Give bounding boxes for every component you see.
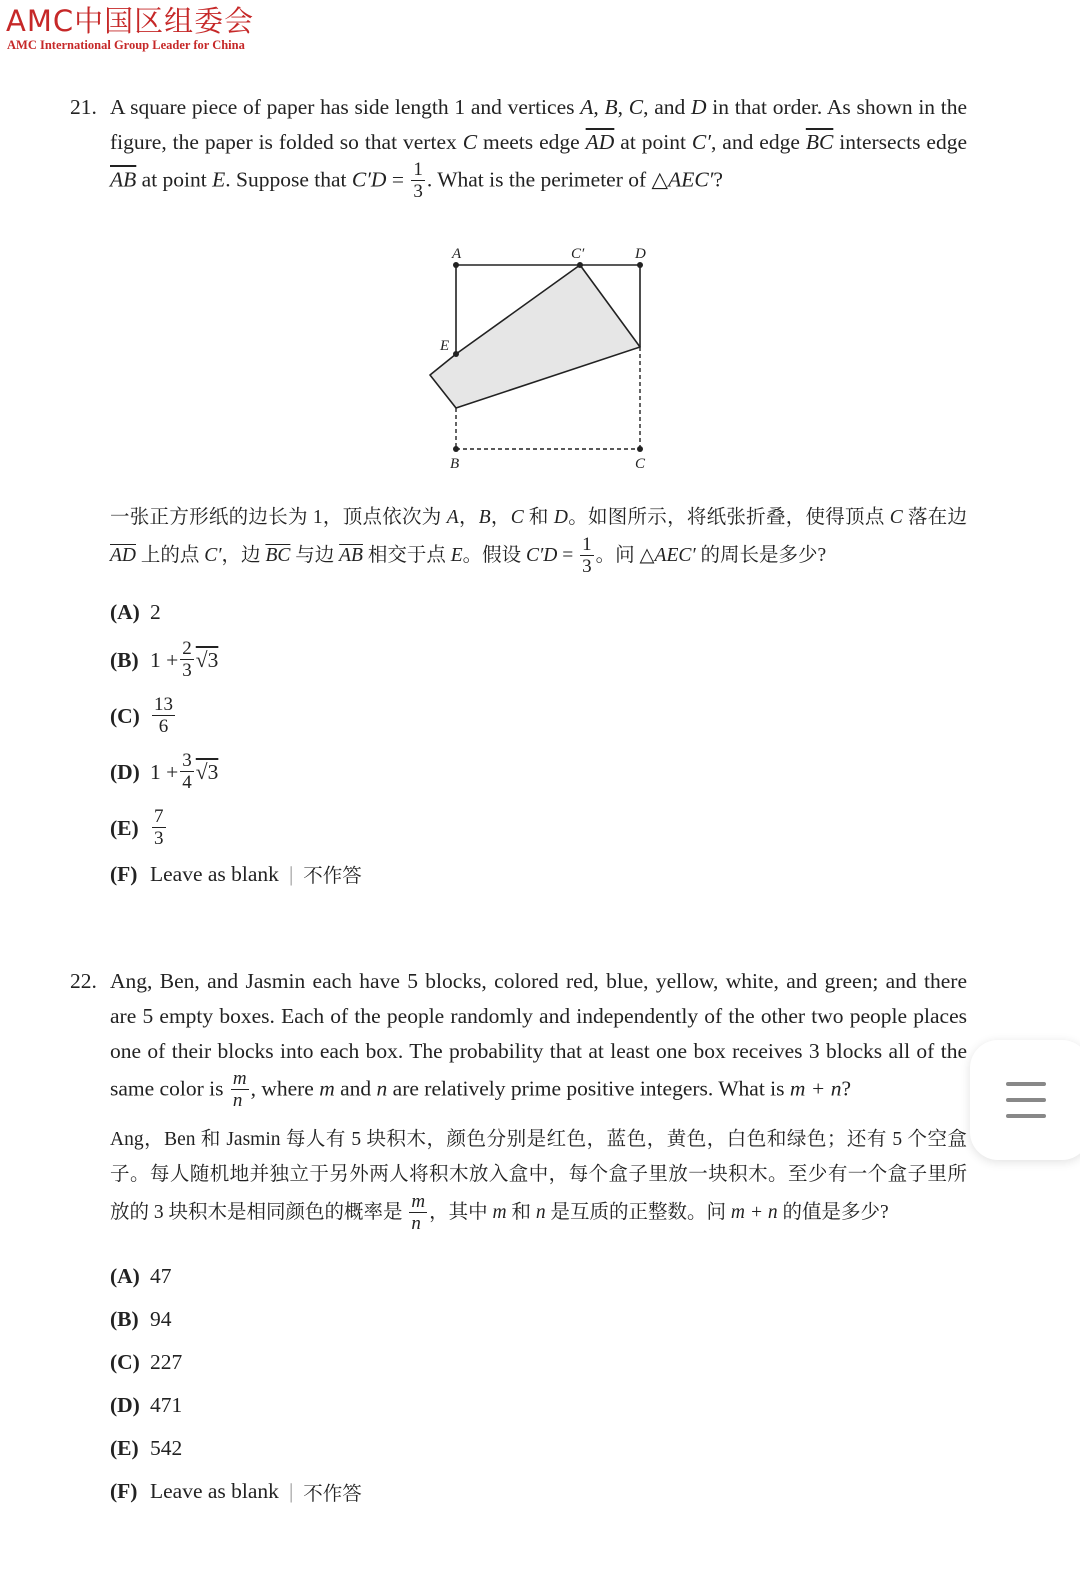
problem-21-cn: [70, 500, 967, 892]
choice-b[interactable]: (B) 1 + $\frac{2}{3}$ √3: [110, 637, 219, 681]
answer-choices: [110, 592, 967, 892]
label-b: B: [450, 456, 460, 472]
folded-flap: [430, 265, 640, 408]
logo-title: AMC中国区组委会: [6, 4, 255, 38]
choice-a[interactable]: (A) 2: [110, 599, 161, 624]
choice-e[interactable]: (E) 542: [110, 1436, 183, 1460]
point-c: [637, 446, 643, 452]
logo-subtitle: AMC International Group Leader for China: [7, 38, 245, 52]
point-b: [453, 446, 459, 452]
choice-f[interactable]: (F) Leave as blank | 不作答: [110, 861, 362, 887]
choice-d[interactable]: (D) 471: [110, 1393, 183, 1417]
answer-choices: [110, 1255, 967, 1513]
label-c: C: [635, 456, 646, 472]
problem-text-cn: Ang，Ben 和 Jasmin 每人有 5 块积木，颜色分别是红色，蓝色，黄色，白色和绿色；还有 5 个空盒子。每人随机地并独立于另外两人将积木放入盒中，每个盒子里放一块积木。至少有一个盒子里所放的 3 块积木是相同颜色的概率是 $\frac{m}{n}$ ，其中 m 和 n 是互质的正整数。问 m + n 的值是多少?: [110, 1129, 967, 1234]
point-a: [453, 262, 459, 268]
choice-e[interactable]: (E) $\frac{7}{3}$: [110, 805, 164, 849]
choice-c[interactable]: (C) 227: [110, 1350, 183, 1374]
problem-21: [70, 90, 967, 203]
choice-a[interactable]: (A) 47: [110, 1264, 172, 1288]
problem-number: 21.: [70, 95, 97, 119]
header-logo: [6, 4, 254, 52]
choice-b[interactable]: (B) 94: [110, 1307, 172, 1331]
fold-figure: [425, 240, 665, 480]
problem-text-en: A square piece of paper has side length 1 and vertices A, B, C, and D in that order. As shown in the figure, the paper is folded so that vertex C meets edge $\overline{AD}$ at point C′, and edge $\overline{BC}$ intersects edge $\overline{AB}$ at point E. Suppose that C′D = $\frac{1}{3}$ . What is the perimeter of △AEC′?: [110, 95, 968, 202]
point-c-prime: [577, 262, 583, 268]
side-menu-button[interactable]: [970, 1040, 1080, 1160]
choice-f[interactable]: (F) Leave as blank | 不作答: [110, 1479, 362, 1505]
problem-text-en: Ang, Ben, and Jasmin each have 5 blocks, colored red, blue, yellow, white, and green; and there are 5 empty boxes. Each of the people randomly and independently of the other two people places one of their blocks into each box. The probability that at least one box receives 3 blocks all of the same color is $\frac{m}{n}$ , where m and n are relatively prime positive integers. What is m + n?: [110, 969, 967, 1111]
point-d: [637, 262, 643, 268]
label-c-prime: C′: [571, 246, 585, 262]
label-e: E: [440, 338, 450, 354]
fold-figure-svg: [425, 240, 665, 475]
label-a: A: [452, 246, 462, 262]
choice-d[interactable]: (D) 1 + $\frac{3}{4}$ √3: [110, 749, 219, 793]
problem-text-cn: 一张正方形纸的边长为 1，顶点依次为 A，B，C 和 D。如图所示，将纸张折叠，使得顶点 C 落在边 $\overline{AD}$ 上的点 C′，边 $\overline{BC}$ 与边 $\overline{AB}$ 相交于点 E。假设 C′D = $\frac{1}{3}$ 。问 △AEC′ 的周长是多少?: [110, 507, 967, 577]
label-d: D: [635, 246, 646, 262]
point-e: [453, 351, 459, 357]
choice-c[interactable]: (C) $\frac{13}{6}$: [110, 693, 173, 737]
problem-number: 22.: [70, 969, 97, 993]
problem-22: [70, 964, 967, 1513]
